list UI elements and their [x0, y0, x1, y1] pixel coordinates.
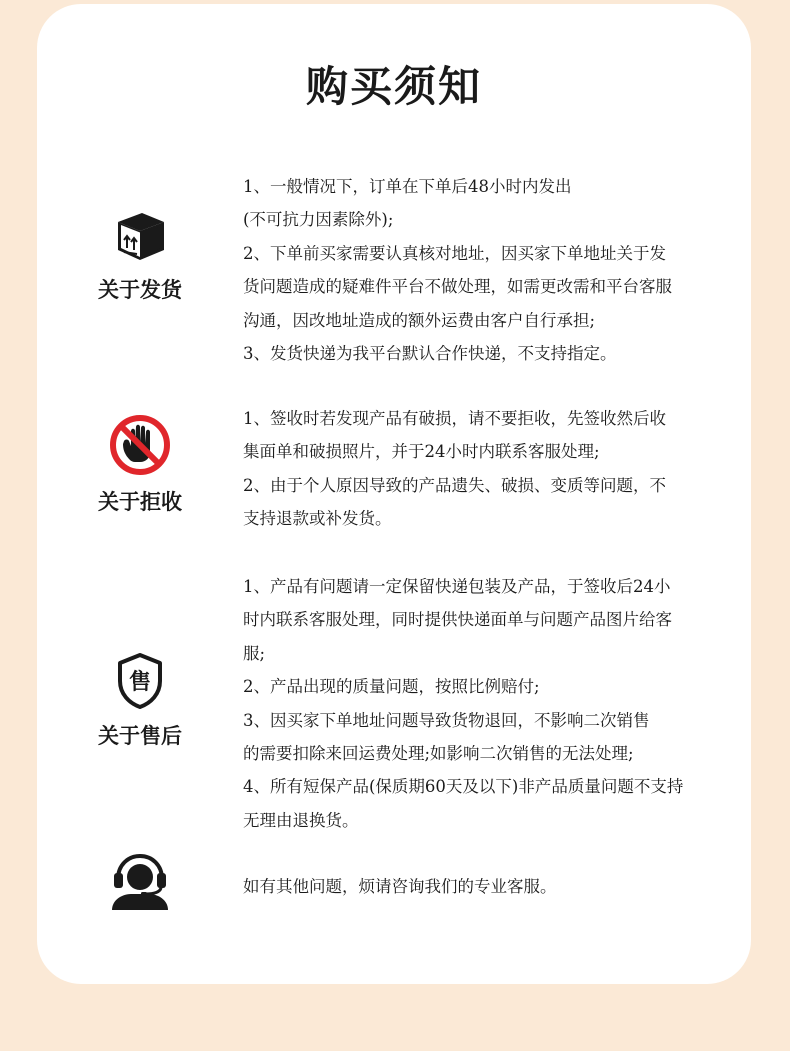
text-line: 2、由于个人原因导致的产品遗失、破损、变质等问题，不	[243, 475, 666, 495]
text-line: 2、产品出现的质量问题，按照比例赔付;	[243, 677, 540, 697]
text-line: 的需要扣除来回运费处理;如影响二次销售的无法处理;	[243, 743, 634, 763]
section-after-sales-label: 关于售后	[98, 723, 182, 748]
text-line: 时内联系客服处理，同时提供快递面单与问题产品图片给客	[243, 610, 672, 630]
section-customer-service-header	[77, 850, 203, 912]
text-line: 支持退款或补发货。	[243, 509, 392, 529]
text-line: 1、产品有问题请一定保留快递包装及产品，于签收后24小	[243, 577, 671, 596]
text-line: 无理由退换货。	[243, 810, 359, 830]
text-line: 集面单和破损照片，并于24小时内联系客服处理;	[243, 442, 600, 462]
section-after-sales-header	[77, 652, 203, 750]
section-customer-service-text	[243, 870, 715, 903]
customer-service-headset-icon	[108, 850, 172, 912]
text-line: 3、因买家下单地址问题导致货物退回，不影响二次销售	[243, 710, 650, 730]
shield-shou-icon	[115, 652, 165, 710]
text-line: 2、下单前买家需要认真核对地址，因买家下单地址关于发	[243, 243, 666, 263]
section-shipping-label: 关于发货	[98, 277, 182, 302]
section-shipping-header	[77, 208, 203, 304]
section-refusal-text	[243, 402, 715, 536]
text-line: 4、所有短保产品(保质期60天及以下)非产品质量问题不支持	[243, 777, 684, 797]
section-refusal-label: 关于拒收	[98, 489, 182, 514]
text-line: 货问题造成的疑难件平台不做处理，如需更改需和平台客服	[243, 277, 672, 297]
text-line: (不可抗力因素除外);	[243, 210, 394, 230]
text-line: 1、签收时若发现产品有破损，请不要拒收，先签收然后收	[243, 409, 666, 428]
text-line: 1、一般情况下，订单在下单后48小时内发出	[243, 177, 572, 196]
page-title: 购买须知	[305, 62, 482, 111]
text-line: 如有其他问题，烦请咨询我们的专业客服。	[243, 877, 557, 896]
shield-glyph: 售	[128, 670, 152, 695]
section-shipping-text	[243, 170, 715, 370]
section-after-sales-text	[243, 570, 715, 837]
text-line: 服;	[243, 643, 266, 663]
text-line: 3、发货快递为我平台默认合作快递，不支持指定。	[243, 343, 617, 363]
text-line: 沟通，因改地址造成的额外运费由客户自行承担;	[243, 310, 596, 330]
notice-card	[37, 4, 751, 984]
package-box-icon	[112, 208, 168, 264]
section-refusal-header	[77, 414, 203, 516]
no-hand-icon	[109, 414, 171, 476]
